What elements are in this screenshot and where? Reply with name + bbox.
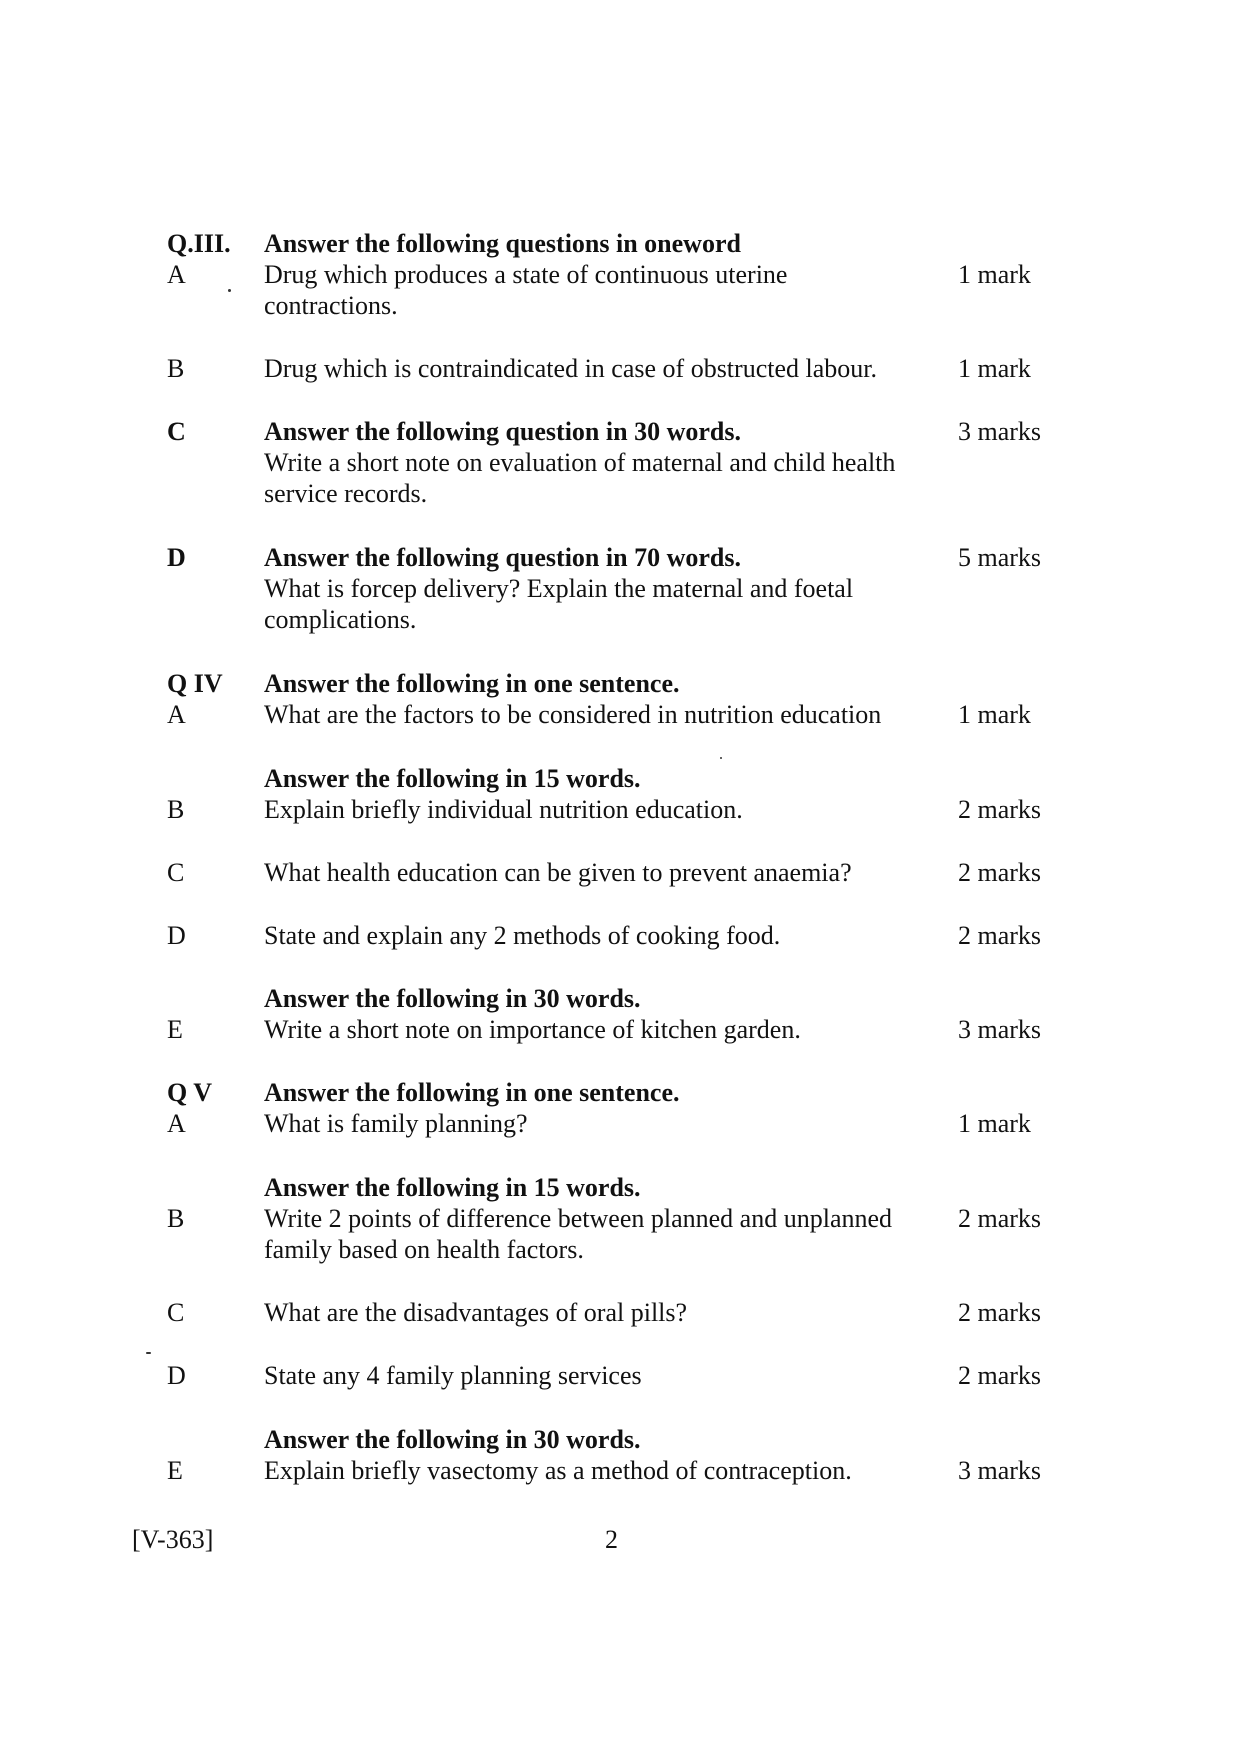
marks-label: 1 mark <box>958 354 1031 383</box>
marks-label: 3 marks <box>958 417 1042 446</box>
question-text <box>264 259 944 321</box>
question-label: C <box>167 417 186 446</box>
marks-label: 1 mark <box>958 700 1031 729</box>
instruction-heading: Answer the following in one sentence. <box>264 1078 680 1107</box>
marks-label: 2 marks <box>958 858 1042 887</box>
question-line: What health education can be given to prevent anaemia? <box>264 858 852 887</box>
marks-label: 1 mark <box>958 260 1031 289</box>
page-number: 2 <box>605 1525 618 1554</box>
marks-label: 2 marks <box>958 921 1042 950</box>
question-label: Q.III. <box>167 229 231 258</box>
question-text <box>264 1203 944 1265</box>
question-label: C <box>167 1298 185 1327</box>
instruction-heading: Answer the following in 30 words. <box>264 1425 641 1454</box>
marks-label: 2 marks <box>958 1298 1042 1327</box>
question-text <box>264 699 944 730</box>
question-text <box>264 763 944 794</box>
marks-label: 2 marks <box>958 795 1042 824</box>
question-label: B <box>167 795 185 824</box>
marks-label: 2 marks <box>958 1204 1042 1233</box>
question-line: Write a short note on evaluation of maternal and child health <box>264 448 896 477</box>
marks-label: 3 marks <box>958 1015 1042 1044</box>
question-label: Q IV <box>167 669 223 698</box>
question-text <box>264 416 944 509</box>
question-line: What are the disadvantages of oral pills? <box>264 1298 688 1327</box>
question-line: What are the factors to be considered in nutrition education <box>264 700 882 729</box>
question-line: State and explain any 2 methods of cooking food. <box>264 921 781 950</box>
question-text <box>264 228 944 259</box>
marks-label: 1 mark <box>958 1109 1031 1138</box>
question-line: What is family planning? <box>264 1109 528 1138</box>
paper-code: [V-363] <box>132 1525 214 1554</box>
question-line: Explain briefly vasectomy as a method of contraception. <box>264 1456 852 1485</box>
question-line: family based on health factors. <box>264 1235 584 1264</box>
question-label: E <box>167 1015 183 1044</box>
question-text <box>264 1424 944 1455</box>
question-line: State any 4 family planning services <box>264 1361 642 1390</box>
instruction-heading: Answer the following question in 70 words. <box>264 543 741 572</box>
question-text <box>264 668 944 699</box>
question-text <box>264 794 944 825</box>
question-label: B <box>167 354 185 383</box>
question-text <box>264 983 944 1014</box>
question-text <box>264 1108 944 1139</box>
question-line: contractions. <box>264 291 398 320</box>
marks-label: 3 marks <box>958 1456 1042 1485</box>
question-text <box>264 353 944 384</box>
question-text <box>264 1360 944 1391</box>
instruction-heading: Answer the following in 15 words. <box>264 764 641 793</box>
question-line: Explain briefly individual nutrition education. <box>264 795 743 824</box>
question-label: Q V <box>167 1078 213 1107</box>
instruction-heading: Answer the following in one sentence. <box>264 669 680 698</box>
question-label: B <box>167 1204 185 1233</box>
question-label: D <box>167 543 186 572</box>
question-line: complications. <box>264 605 417 634</box>
scan-speck <box>720 757 722 759</box>
question-line: Drug which produces a state of continuous uterine <box>264 260 788 289</box>
question-text <box>264 1455 944 1486</box>
instruction-heading: Answer the following in 30 words. <box>264 984 641 1013</box>
question-label: A <box>167 260 186 289</box>
question-line: Write a short note on importance of kitchen garden. <box>264 1015 801 1044</box>
instruction-heading: Answer the following question in 30 words. <box>264 417 741 446</box>
scan-speck <box>146 1352 151 1354</box>
question-label: E <box>167 1456 183 1485</box>
question-line: What is forcep delivery? Explain the maternal and foetal <box>264 574 854 603</box>
question-label: A <box>167 1109 186 1138</box>
question-line: Drug which is contraindicated in case of obstructed labour. <box>264 354 877 383</box>
question-line: Write 2 points of difference between planned and unplanned <box>264 1204 893 1233</box>
question-text <box>264 1172 944 1203</box>
question-text <box>264 857 944 888</box>
question-text <box>264 1014 944 1045</box>
marks-label: 2 marks <box>958 1361 1042 1390</box>
question-label: A <box>167 700 186 729</box>
question-label: C <box>167 858 185 887</box>
question-label: D <box>167 1361 186 1390</box>
question-label: D <box>167 921 186 950</box>
instruction-heading: Answer the following questions in oneword <box>264 229 741 258</box>
question-text <box>264 1077 944 1108</box>
question-text <box>264 1297 944 1328</box>
scan-speck <box>228 289 231 292</box>
instruction-heading: Answer the following in 15 words. <box>264 1173 641 1202</box>
marks-label: 5 marks <box>958 543 1042 572</box>
question-line: service records. <box>264 479 428 508</box>
question-text <box>264 542 944 635</box>
question-text <box>264 920 944 951</box>
